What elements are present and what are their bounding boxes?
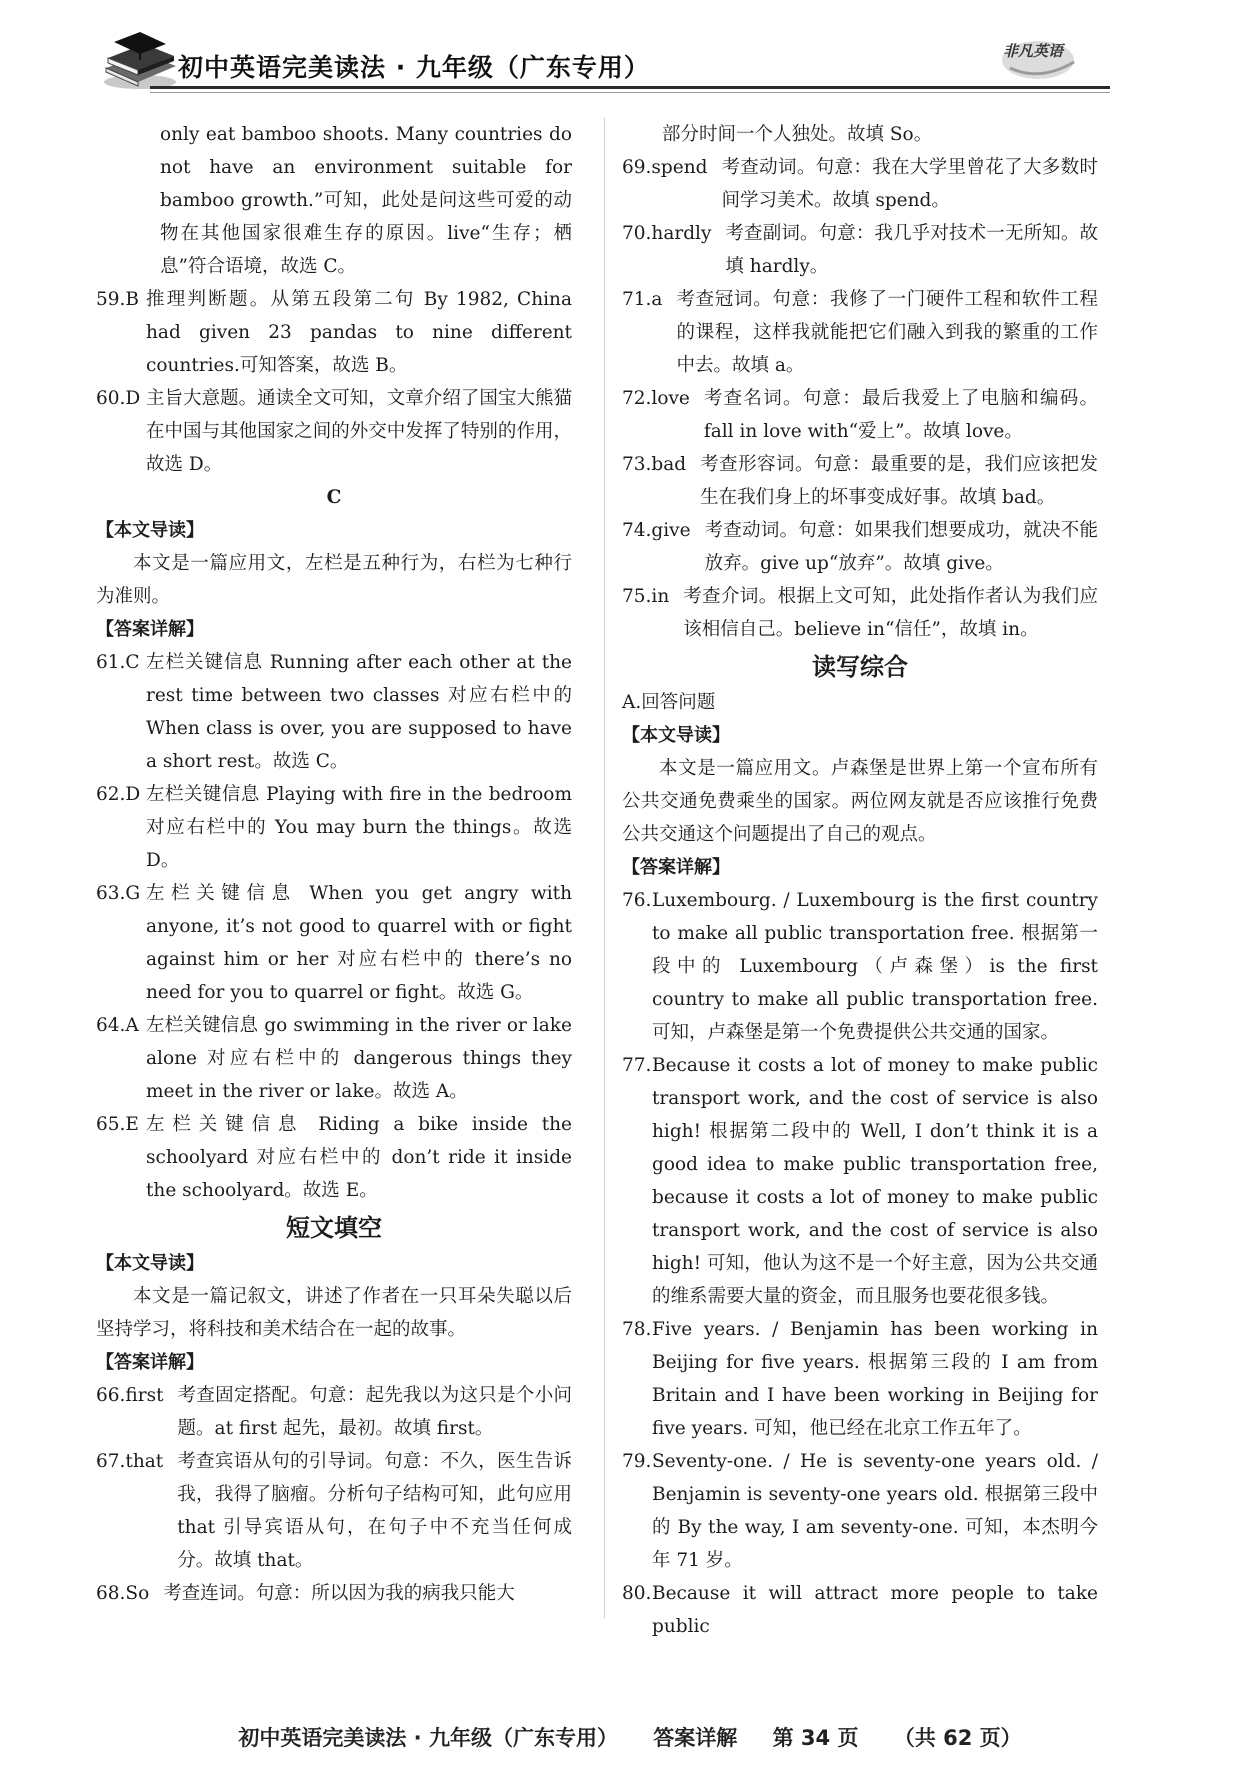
answer-item <box>622 151 1098 217</box>
answer-explanation: 左栏关键信息 go swimming in the river or lake alone 对应右栏中的 dangerous things they meet in the river or lake。故选 A。 <box>146 1015 572 1102</box>
answer-item <box>622 1313 1098 1445</box>
continued-answer-68: 部分时间一个人独处。故填 So。 <box>662 124 933 145</box>
answer-number: 78. <box>622 1319 652 1340</box>
answer-item <box>622 382 1098 448</box>
answer-number: 77. <box>622 1055 652 1076</box>
answer-number: 69.spend <box>622 157 708 178</box>
answer-explanation: 左栏关键信息 Running after each other at the rest time between two classes 对应右栏中的 When class is over, you are supposed to have a short rest。故选 C。 <box>146 652 572 772</box>
header-rule-thin <box>150 92 1110 93</box>
answer-number: 74.give <box>622 520 691 541</box>
answer-number: 60.D <box>96 388 141 409</box>
logo-text: 非凡英语 <box>1003 42 1064 60</box>
guide-text-rw: 本文是一篇应用文。卢森堡是世界上第一个宣布所有公共交通免费乘坐的国家。两位网友就是否应该推行免费公共交通这个问题提出了自己的观点。 <box>622 758 1098 845</box>
answer-list-fill <box>96 1379 572 1610</box>
column-divider <box>604 118 605 1618</box>
answer-explanation: 考查名词。句意：最后我爱上了电脑和编码。fall in love with“爱上”。故填 love。 <box>703 388 1098 442</box>
answer-explanation: 考查连词。句意：所以因为我的病我只能大 <box>163 1583 515 1604</box>
guide-text-c: 本文是一篇应用文，左栏是五种行为，右栏为七种行为准则。 <box>96 553 572 607</box>
page-footer <box>150 1722 1110 1752</box>
answer-explanation: 左栏关键信息 When you get angry with anyone, it’s not good to quarrel with or fight against him or her 对应右栏中的 there’s no need for you to quarrel or fight。故选 G。 <box>146 883 572 1003</box>
answer-item <box>96 1445 572 1577</box>
answer-item <box>96 1108 572 1207</box>
answer-item <box>622 1577 1098 1643</box>
answer-item <box>622 580 1098 646</box>
answer-item <box>622 217 1098 283</box>
answer-list-rw <box>622 884 1098 1643</box>
footer-page-total: （共 62 页） <box>893 1726 1022 1750</box>
guide-tag-fill: 【本文导读】 <box>96 1253 204 1274</box>
answer-number: 79. <box>622 1451 652 1472</box>
header-title: 初中英语完美读法 · 九年级（广东专用） <box>178 53 650 82</box>
answer-explanation: 考查冠词。句意：我修了一门硬件工程和软件工程的课程，这样我就能把它们融入到我的繁重的工作中去。故填 a。 <box>676 289 1098 376</box>
answer-number: 73.bad <box>622 454 687 475</box>
answer-number: 63.G <box>96 883 141 904</box>
answer-item <box>622 283 1098 382</box>
page-header <box>0 0 1250 110</box>
answer-explanation: 考查介词。根据上文可知，此处指作者认为我们应该相信自己。believe in“信任”，故填 in。 <box>683 586 1098 640</box>
header-rule <box>150 86 1110 89</box>
answer-tag-rw: 【答案详解】 <box>622 857 730 878</box>
answer-explanation: 考查宾语从句的引导词。句意：不久，医生告诉我，我得了脑瘤。分析句子结构可知，此句应用 that 引导宾语从句，在句子中不充当任何成分。故填 that。 <box>177 1451 572 1571</box>
footer-book-title: 初中英语完美读法 · 九年级（广东专用） <box>238 1726 618 1750</box>
answer-explanation: Because it costs a lot of money to make public transport work, and the cost of service is also high! 根据第二段中的 Well, I don’t think it is a good idea to make public transportation free, because it costs a lot of money to make public transport work, and the cost of service is also high! 可知，他认为这不是一个好主意，因为公共交通的维系需要大量的资金，而且服务也要花很多钱。 <box>652 1055 1098 1307</box>
answer-number: 62.D <box>96 784 141 805</box>
answer-item <box>96 283 572 382</box>
answer-explanation: Seventy-one. / He is seventy-one years old. / Benjamin is seventy-one years old. 根据第三段中的 By the way, I am seventy-one. 可知，本杰明今年 71 岁。 <box>652 1451 1098 1571</box>
answer-explanation: 主旨大意题。通读全文可知，文章介绍了国宝大熊猫在中国与其他国家之间的外交中发挥了特别的作用，故选 D。 <box>146 388 572 475</box>
answer-item <box>622 514 1098 580</box>
answer-number: 80. <box>622 1583 652 1604</box>
answer-explanation: Because it will attract more people to take public <box>652 1583 1098 1637</box>
answer-tag-fill: 【答案详解】 <box>96 1352 204 1373</box>
answer-item <box>96 1009 572 1108</box>
answer-item <box>96 1379 572 1445</box>
answer-number: 70.hardly <box>622 223 712 244</box>
left-column <box>96 118 572 1610</box>
answer-explanation: 考查动词。句意：如果我们想要成功，就决不能放弃。give up“放弃”。故填 give。 <box>704 520 1098 574</box>
answer-item <box>622 1445 1098 1577</box>
answer-number: 75.in <box>622 586 670 607</box>
answer-item <box>622 884 1098 1049</box>
answer-number: 65.E <box>96 1114 139 1135</box>
answer-item <box>96 1577 572 1610</box>
guide-text-fill: 本文是一篇记叙文，讲述了作者在一只耳朵失聪以后坚持学习，将科技和美术结合在一起的故事。 <box>96 1286 572 1340</box>
answer-item <box>622 1049 1098 1313</box>
answer-number: 72.love <box>622 388 690 409</box>
answer-number: 64.A <box>96 1015 139 1036</box>
right-column <box>622 118 1098 1643</box>
answer-number: 67.that <box>96 1451 164 1472</box>
answer-number: 68.So <box>96 1583 150 1604</box>
answer-tag: 【答案详解】 <box>96 619 204 640</box>
answer-explanation: Five years. / Benjamin has been working in Beijing for five years. 根据第三段的 I am from Britain and I have been working in Beijing for five years. 可知，他已经在北京工作五年了。 <box>652 1319 1098 1439</box>
answer-item <box>622 448 1098 514</box>
section-c-heading: C <box>326 487 342 508</box>
book-stack-icon <box>100 28 180 92</box>
subsection-a-label: A.回答问题 <box>622 692 716 713</box>
answer-number: 61.C <box>96 652 140 673</box>
answer-number: 59.B <box>96 289 140 310</box>
answer-explanation: 左栏关键信息 Riding a bike inside the schoolyard 对应右栏中的 don’t ride it inside the schoolyard。故选 E。 <box>146 1114 572 1201</box>
section-fill-heading: 短文填空 <box>286 1214 382 1242</box>
footer-section: 答案详解 <box>653 1726 738 1750</box>
section-rw-heading: 读写综合 <box>812 653 908 681</box>
guide-tag-rw: 【本文导读】 <box>622 725 730 746</box>
continued-answer-58: only eat bamboo shoots. Many countries do not have an environment suitable for bamboo growth.”可知，此处是问这些可爱的动物在其他国家很难生存的原因。live“生存；栖息”符合语境，故选 C。 <box>160 124 572 277</box>
answer-list-b <box>96 283 572 481</box>
guide-tag: 【本文导读】 <box>96 520 204 541</box>
answer-item <box>96 382 572 481</box>
answer-explanation: 考查副词。句意：我几乎对技术一无所知。故填 hardly。 <box>725 223 1098 277</box>
answer-number: 71.a <box>622 289 663 310</box>
answer-explanation: 考查动词。句意：我在大学里曾花了大多数时间学习美术。故填 spend。 <box>721 157 1098 211</box>
footer-page-number: 第 34 页 <box>772 1726 859 1750</box>
answer-explanation: 左栏关键信息 Playing with fire in the bedroom 对应右栏中的 You may burn the things。故选 D。 <box>146 784 572 871</box>
answer-explanation: 考查固定搭配。句意：起先我以为这只是个小问题。at first 起先，最初。故填 first。 <box>177 1385 572 1439</box>
answer-number: 76. <box>622 890 652 911</box>
answer-item <box>96 877 572 1009</box>
answer-list-fill-cont <box>622 151 1098 646</box>
answer-explanation: 推理判断题。从第五段第二句 By 1982, China had given 23 pandas to nine different countries.可知答案，故选 B。 <box>146 289 572 376</box>
answer-list-c <box>96 646 572 1207</box>
answer-item <box>96 646 572 778</box>
answer-explanation: Luxembourg. / Luxembourg is the first country to make all public transportation free. 根据第一段中的 Luxembourg（卢森堡）is the first country to make all public transportation free. 可知，卢森堡是第一个免费提供公共交通的国家。 <box>652 890 1098 1043</box>
answer-item <box>96 778 572 877</box>
answer-explanation: 考查形容词。句意：最重要的是，我们应该把发生在我们身上的坏事变成好事。故填 bad。 <box>700 454 1098 508</box>
answer-number: 66.first <box>96 1385 164 1406</box>
